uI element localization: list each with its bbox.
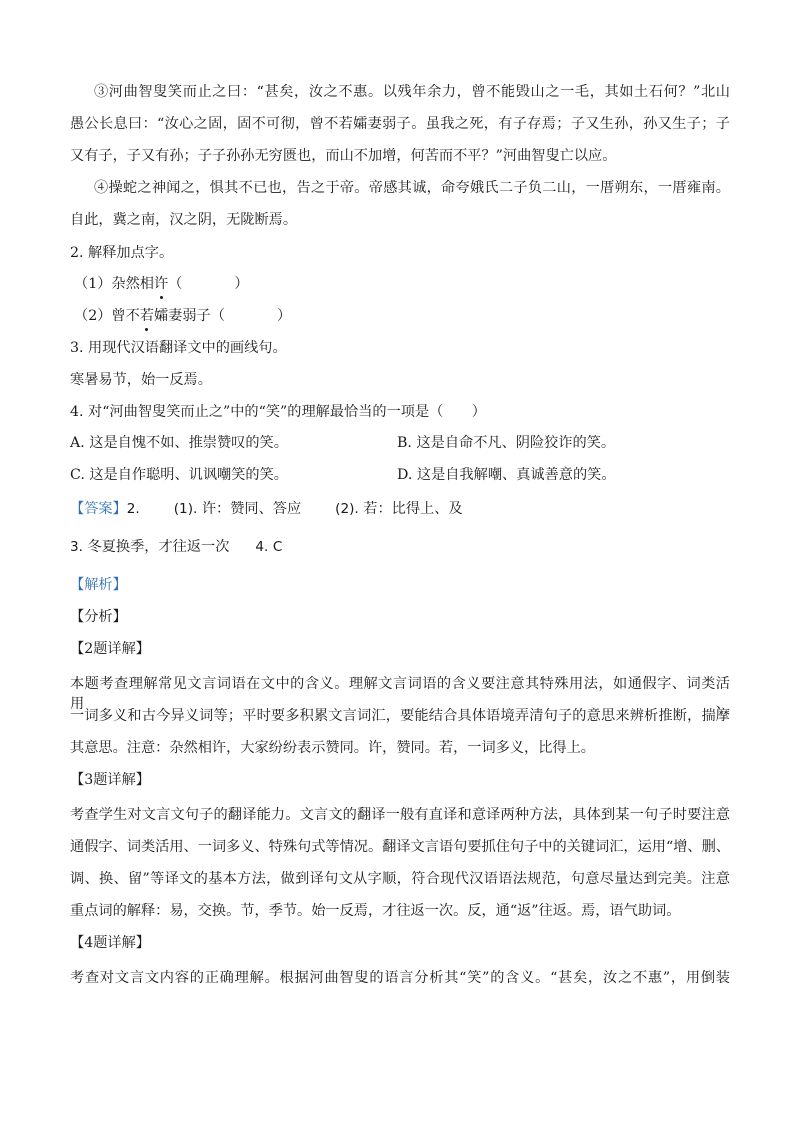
q3-title: 3. 用现代汉语翻译文中的画线句。 xyxy=(70,340,287,356)
answer-q4-text: C xyxy=(272,539,283,555)
q4-option-a: A. 这是自愧不如、推崇赞叹的笑。 xyxy=(70,435,288,451)
passage-p3-line2: 愚公长息曰：“汝心之固，固不可彻，曾不若孀妻弱子。虽我之死，有子存焉；子又生孙，孙又生子；子 xyxy=(70,116,730,132)
answer-q2-a1: 许：赞同、答应 xyxy=(201,501,302,517)
analysis-label: 【解析】 xyxy=(70,577,127,593)
analysis-q2-line3: 其意思。注意：杂然相许，大家纷纷表示赞同。许，赞同。若，一词多义，比得上。 xyxy=(70,740,595,756)
analysis-q2-line2: 一词多义和古今异义词等；平时要多积累文言词汇，要能结合具体语境弄清句子的意思来辨析推断，揣摩 xyxy=(70,708,730,724)
passage-p4-line1: ④操蛇之神闻之，惧其不已也，告之于帝。帝感其诚，命夸娥氏二子负二山，一厝朔东，一厝雍南。 xyxy=(94,180,730,196)
q2-item2 xyxy=(74,306,291,326)
analysis-q2-heading: 【2题详解】 xyxy=(70,641,150,657)
passage-p4-line2: 自此，冀之南，汉之阴，无陇断焉。 xyxy=(70,212,298,228)
answer-q2-a2: 若：比得上、及 xyxy=(363,501,463,517)
q4-option-c: C. 这是自作聪明、讥讽嘲笑的笑。 xyxy=(70,467,288,483)
q3-sentence: 寒暑易节，始一反焉。 xyxy=(70,372,212,388)
analysis-q4-heading: 【4题详解】 xyxy=(70,935,150,951)
analysis-q3-line1: 考查学生对文言文句子的翻译能力。文言文的翻译一般有直译和意译两种方法，具体到某一句子时要注意 xyxy=(70,807,730,823)
answer-label: 【答案】 xyxy=(70,501,127,517)
q2-item1-prefix: （1）杂然相 xyxy=(74,276,154,292)
analysis-q3-line2: 通假字、词类活用、一词多义、特殊句式等情况。翻译文言语句要抓住句子中的关键词汇，运用“增、删、 xyxy=(70,839,730,855)
q2-item1-dotted-char: 许 xyxy=(153,276,169,292)
analysis-q3-line4: 重点词的解释：易，交换。节，季节。始一反焉，才往返一次。反，通“返”往返。焉，语气助词。 xyxy=(70,903,681,919)
answer-q3-text: 冬夏换季，才往返一次 xyxy=(87,539,230,555)
analysis-q3-heading: 【3题详解】 xyxy=(70,772,150,788)
answer-q2-a2-num: (2). xyxy=(335,501,359,517)
q2-item2-close-paren: ） xyxy=(276,308,292,324)
answer-q2-a1-num: (1). xyxy=(173,501,198,517)
q2-item1-close-paren: ） xyxy=(234,276,249,292)
answer-q3-num: 3. xyxy=(70,539,83,555)
answer-q4-num: 4. xyxy=(255,539,269,555)
q4-option-b: B. 这是自命不凡、阴险狡诈的笑。 xyxy=(397,435,616,451)
q2-item2-prefix: （2）曾不 xyxy=(74,308,140,324)
analysis-q3-line3: 调、换、留”等译文的基本方法，做到译句文从字顺，符合现代汉语语法规范，句意尽量达到完美。注意 xyxy=(70,871,730,887)
q2-item2-dotted-char: 若 xyxy=(139,308,154,324)
analysis-q4-line1: 考查对文言文内容的正确理解。根据河曲智叟的语言分析其“笑”的含义。“甚矣，汝之不惠”，用倒装 xyxy=(70,970,730,986)
answer-line2 xyxy=(70,537,282,557)
q4-option-d: D. 这是自我解嘲、真诚善意的笑。 xyxy=(397,467,616,483)
passage-p3-line3: 又有子，子又有孙；子子孙孙无穷匮也，而山不加增，何苦而不平？”河曲智叟亡以应。 xyxy=(70,148,617,164)
analysis-q2-line1: 本题考查理解常见文言词语在文中的含义。理解文言词语的含义要注意其特殊用法，如通假字、词类活用、 xyxy=(70,676,730,712)
passage-p3-line1: ③河曲智叟笑而止之曰：“甚矣，汝之不惠。以残年余力，曾不能毁山之一毛，其如土石何？”北山 xyxy=(94,84,730,100)
q4-title: 4. 对“河曲智叟笑而止之”中的“笑”的理解最恰当的一项是（ ） xyxy=(70,404,486,420)
q2-item1-open-paren: （ xyxy=(168,276,183,292)
answer-line1 xyxy=(70,499,463,519)
q2-title: 2. 解释加点字。 xyxy=(70,245,174,261)
q2-item2-rest: 孀妻弱子（ xyxy=(153,308,225,324)
analysis-fenxi-heading: 【分析】 xyxy=(70,609,127,625)
answer-q2-num: 2. xyxy=(126,501,140,517)
q2-item1 xyxy=(74,274,249,294)
